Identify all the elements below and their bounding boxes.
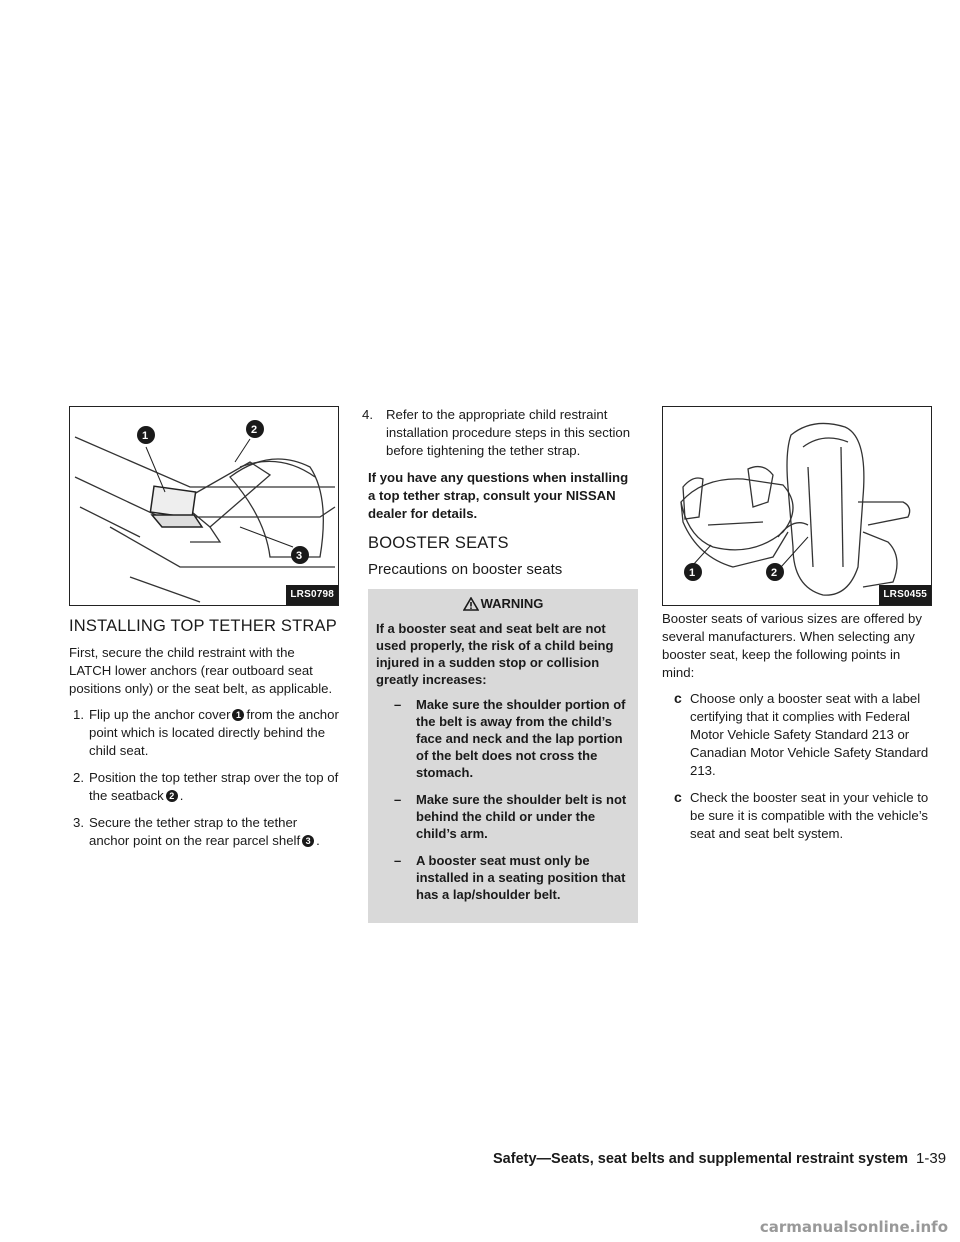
booster-intro: Booster seats of various sizes are offered by several manufacturers. When selecting any booster seat, keep the following points in mind: xyxy=(662,611,922,680)
installing-heading: INSTALLING TOP TETHER STRAP xyxy=(69,617,337,635)
callout-1: 1 xyxy=(689,567,696,579)
figure-label: LRS0455 xyxy=(879,585,931,605)
callout-2: 2 xyxy=(251,424,258,436)
page-number: 1-39 xyxy=(916,1150,947,1167)
footer-section: Safety—Seats, seat belts and supplemental restraint system xyxy=(493,1151,909,1167)
ref-circle-1: 1 xyxy=(232,709,244,721)
installing-intro: First, secure the child restraint with the LATCH lower anchors (rear outboard seat positions only) or the seat belt, as applicable. xyxy=(69,645,333,696)
column-middle xyxy=(362,406,638,923)
callout-3: 3 xyxy=(296,550,303,562)
installing-steps xyxy=(69,706,339,850)
booster-heading: BOOSTER SEATS xyxy=(368,534,509,552)
callout-1: 1 xyxy=(142,430,149,442)
warning-title: WARNING xyxy=(376,595,630,612)
column-left xyxy=(69,406,339,859)
callout-2: 2 xyxy=(771,567,778,579)
warning-icon xyxy=(463,597,479,611)
tether-strap-illustration xyxy=(70,407,339,606)
installing-steps-cont xyxy=(362,406,638,460)
figure-label: LRS0798 xyxy=(286,585,338,605)
warning-list xyxy=(376,696,630,903)
warning-item: – Make sure the shoulder belt is not behind the child or under the child’s arm. xyxy=(394,792,627,841)
column-right xyxy=(662,406,932,852)
step-4: 4. Refer to the appropriate child restraint installation procedure steps in this section before tightening the tether strap. xyxy=(362,407,631,458)
step-3: 3. Secure the tether strap to the tether anchor point on the rear parcel shelf 3 . xyxy=(73,815,320,848)
step-1: 1. Flip up the anchor cover 1 from the anchor point which is located directly behind the child seat. xyxy=(73,707,339,758)
booster-points xyxy=(662,690,932,843)
ref-circle-2: 2 xyxy=(166,790,178,802)
warning-item: – A booster seat must only be installed in a seating position that has a lap/shoulder belt. xyxy=(394,853,626,902)
booster-point: c Choose only a booster seat with a label certifying that it complies with Federal Motor Vehicle Safety Standard 213 or Canadian Motor Vehicle Safety Standard 213. xyxy=(674,690,929,778)
ref-circle-3: 3 xyxy=(302,835,314,847)
questions-note: If you have any questions when installing a top tether strap, consult your NISSAN dealer for details. xyxy=(368,470,629,521)
booster-seat-figure xyxy=(662,406,932,606)
booster-seat-illustration xyxy=(663,407,932,606)
warning-item: – Make sure the shoulder portion of the belt is away from the child’s face and neck and the lap portion of the belt does not cross the stomach. xyxy=(394,697,626,780)
booster-subheading: Precautions on booster seats xyxy=(368,561,563,578)
tether-strap-figure xyxy=(69,406,339,606)
page-footer xyxy=(493,1150,947,1167)
step-2: 2. Position the top tether strap over the top of the seatback 2 . xyxy=(73,770,339,803)
booster-point: c Check the booster seat in your vehicle to be sure it is compatible with the vehicle’s seat and seat belt system. xyxy=(674,789,929,841)
watermark: carmanualsonline.info xyxy=(759,1218,948,1236)
warning-box xyxy=(368,589,638,923)
warning-intro: If a booster seat and seat belt are not used properly, the risk of a child being injured in a sudden stop or collision greatly increases: xyxy=(376,621,614,687)
